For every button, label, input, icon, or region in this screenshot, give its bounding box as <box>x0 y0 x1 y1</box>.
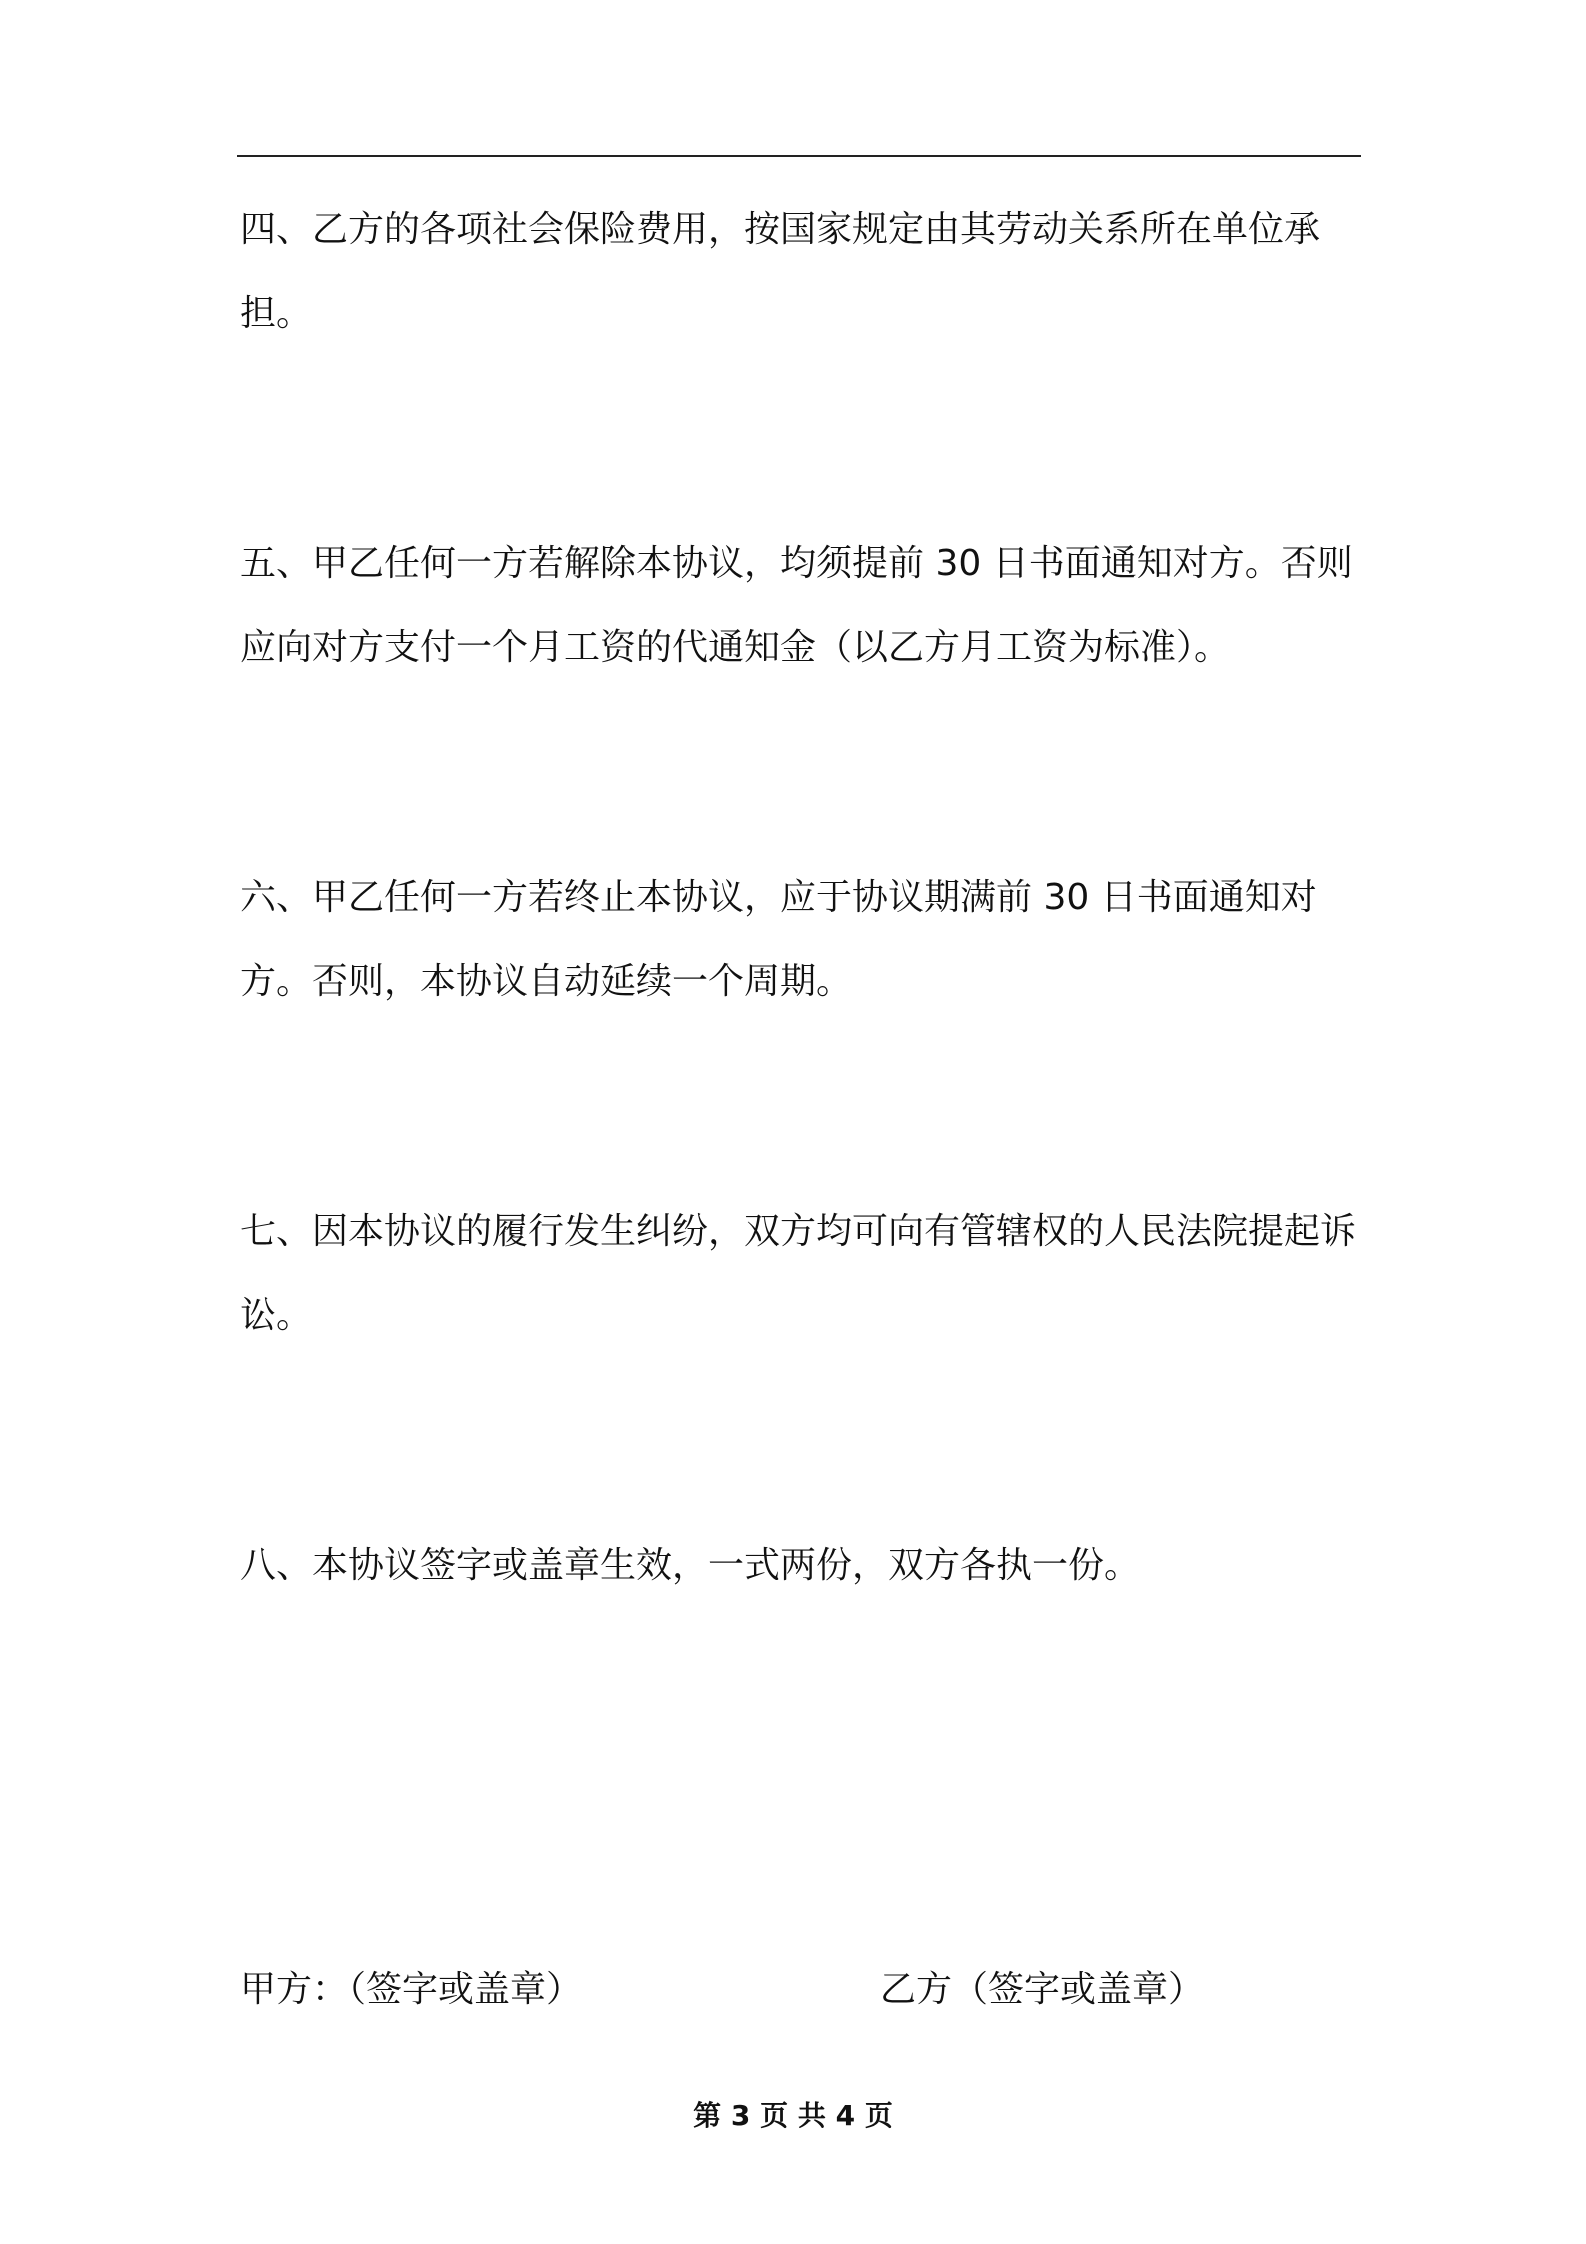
header-divider <box>237 155 1361 157</box>
page-number: 第 3 页 共 4 页 <box>693 2099 893 2132</box>
clause-7: 七、因本协议的履行发生纠纷，双方均可向有管辖权的人民法院提起诉讼。 <box>240 1211 1357 1336</box>
party-a-signature-label: 甲方：（签字或盖章） <box>240 1969 583 2010</box>
clause-6: 六、甲乙任何一方若终止本协议，应于协议期满前 30 日书面通知对方。否则，本协议自动延续一个周期。 <box>240 877 1317 1002</box>
clause-8: 八、本协议签字或盖章生效，一式两份，双方各执一份。 <box>240 1545 1141 1586</box>
clause-5: 五、甲乙任何一方若解除本协议，均须提前 30 日书面通知对方。否则应向对方支付一个月工资的代通知金（以乙方月工资为标准）。 <box>240 543 1353 668</box>
party-b-signature-label: 乙方（签字或盖章） <box>880 1969 1205 2010</box>
clause-4: 四、乙方的各项社会保险费用，按国家规定由其劳动关系所在单位承担。 <box>240 209 1321 334</box>
